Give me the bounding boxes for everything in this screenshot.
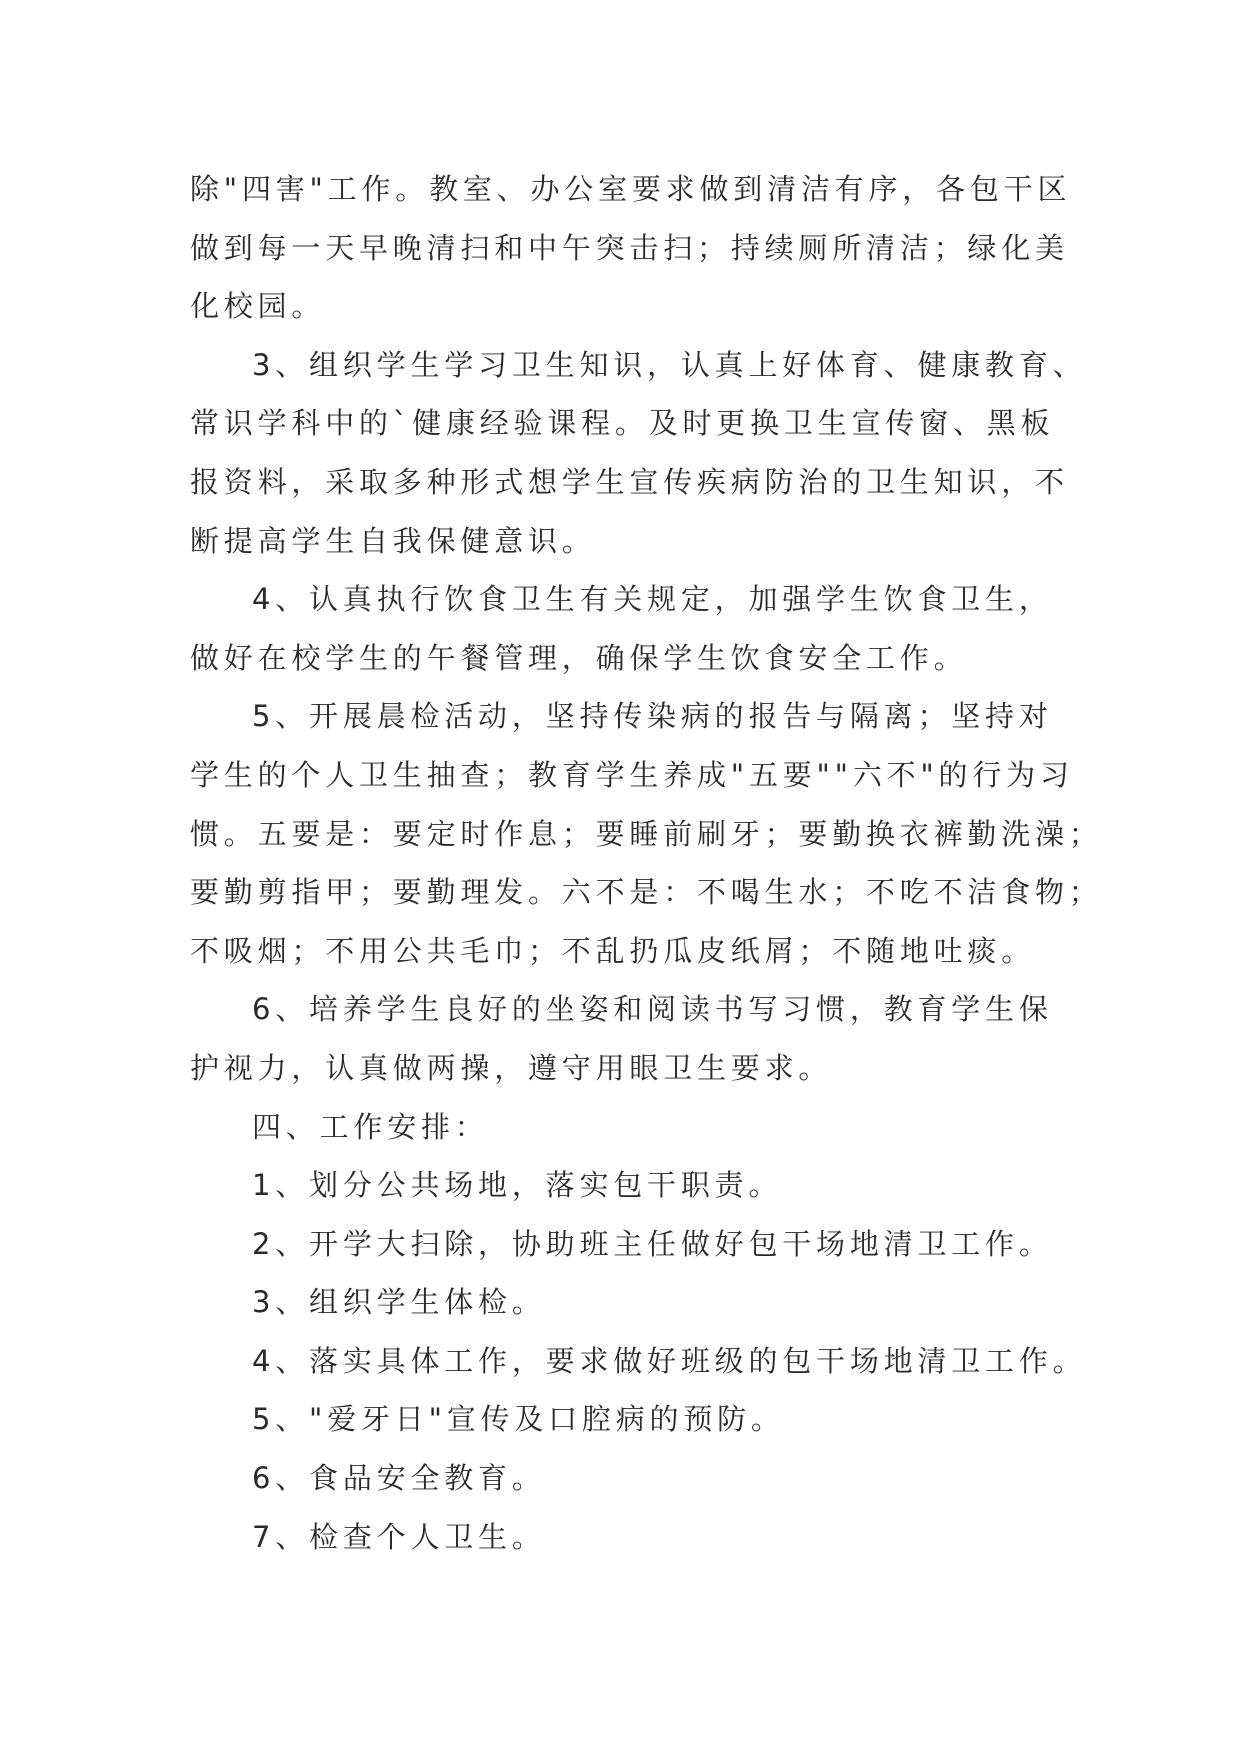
text-line-6: 报资料，采取多种形式想学生宣传疾病防治的卫生知识，不 <box>190 464 1069 499</box>
text-line-9: 做好在校学生的午餐管理，确保学生饮食安全工作。 <box>190 640 968 675</box>
text-line-14: 不吸烟；不用公共毛巾；不乱扔瓜皮纸屑；不随地吐痰。 <box>190 933 1036 968</box>
text-line-7: 断提高学生自我保健意识。 <box>190 523 596 558</box>
document-body <box>190 160 1103 1566</box>
list-item-4: 4、落实具体工作，要求做好班级的包干场地清卫工作。 <box>252 1343 1087 1378</box>
text-line-1: 除"四害"工作。教室、办公室要求做到清洁有序，各包干区 <box>190 172 1072 206</box>
text-line-13: 要勤剪指甲；要勤理发。六不是：不喝生水；不吃不洁食物； <box>190 875 1103 910</box>
text-line-16: 护视力，认真做两操，遵守用眼卫生要求。 <box>190 1050 833 1085</box>
text-line-2: 做到每一天早晚清扫和中午突击扫；持续厕所清洁；绿化美 <box>190 230 1069 265</box>
text-line-4: 3、组织学生学习卫生知识，认真上好体育、健康教育、 <box>252 347 1087 382</box>
list-item-3: 3、组织学生体检。 <box>252 1285 546 1320</box>
list-item-7: 7、检查个人卫生。 <box>252 1519 546 1554</box>
text-line-3: 化校园。 <box>190 289 326 324</box>
list-item-6: 6、食品安全教育。 <box>252 1461 546 1496</box>
list-item-5: 5、"爱牙日"宣传及口腔病的预防。 <box>252 1402 785 1437</box>
text-line-12: 惯。五要是：要定时作息；要睡前刷牙；要勤换衣裤勤洗澡； <box>190 816 1103 851</box>
text-line-10: 5、开展晨检活动，坚持传染病的报告与隔离；坚持对 <box>252 699 1053 734</box>
text-line-11: 学生的个人卫生抽查；教育学生养成"五要""六不"的行为习 <box>190 757 1074 792</box>
section-heading: 四、工作安排： <box>252 1109 489 1144</box>
text-line-15: 6、培养学生良好的坐姿和阅读书写习惯，教育学生保 <box>252 992 1053 1027</box>
text-line-5: 常识学科中的`健康经验课程。及时更换卫生宣传窗、黑板 <box>190 406 1055 441</box>
list-item-1: 1、划分公共场地，落实包干职责。 <box>252 1168 783 1203</box>
list-item-2: 2、开学大扫除，协助班主任做好包干场地清卫工作。 <box>252 1226 1053 1261</box>
text-line-8: 4、认真执行饮食卫生有关规定，加强学生饮食卫生， <box>252 582 1053 617</box>
